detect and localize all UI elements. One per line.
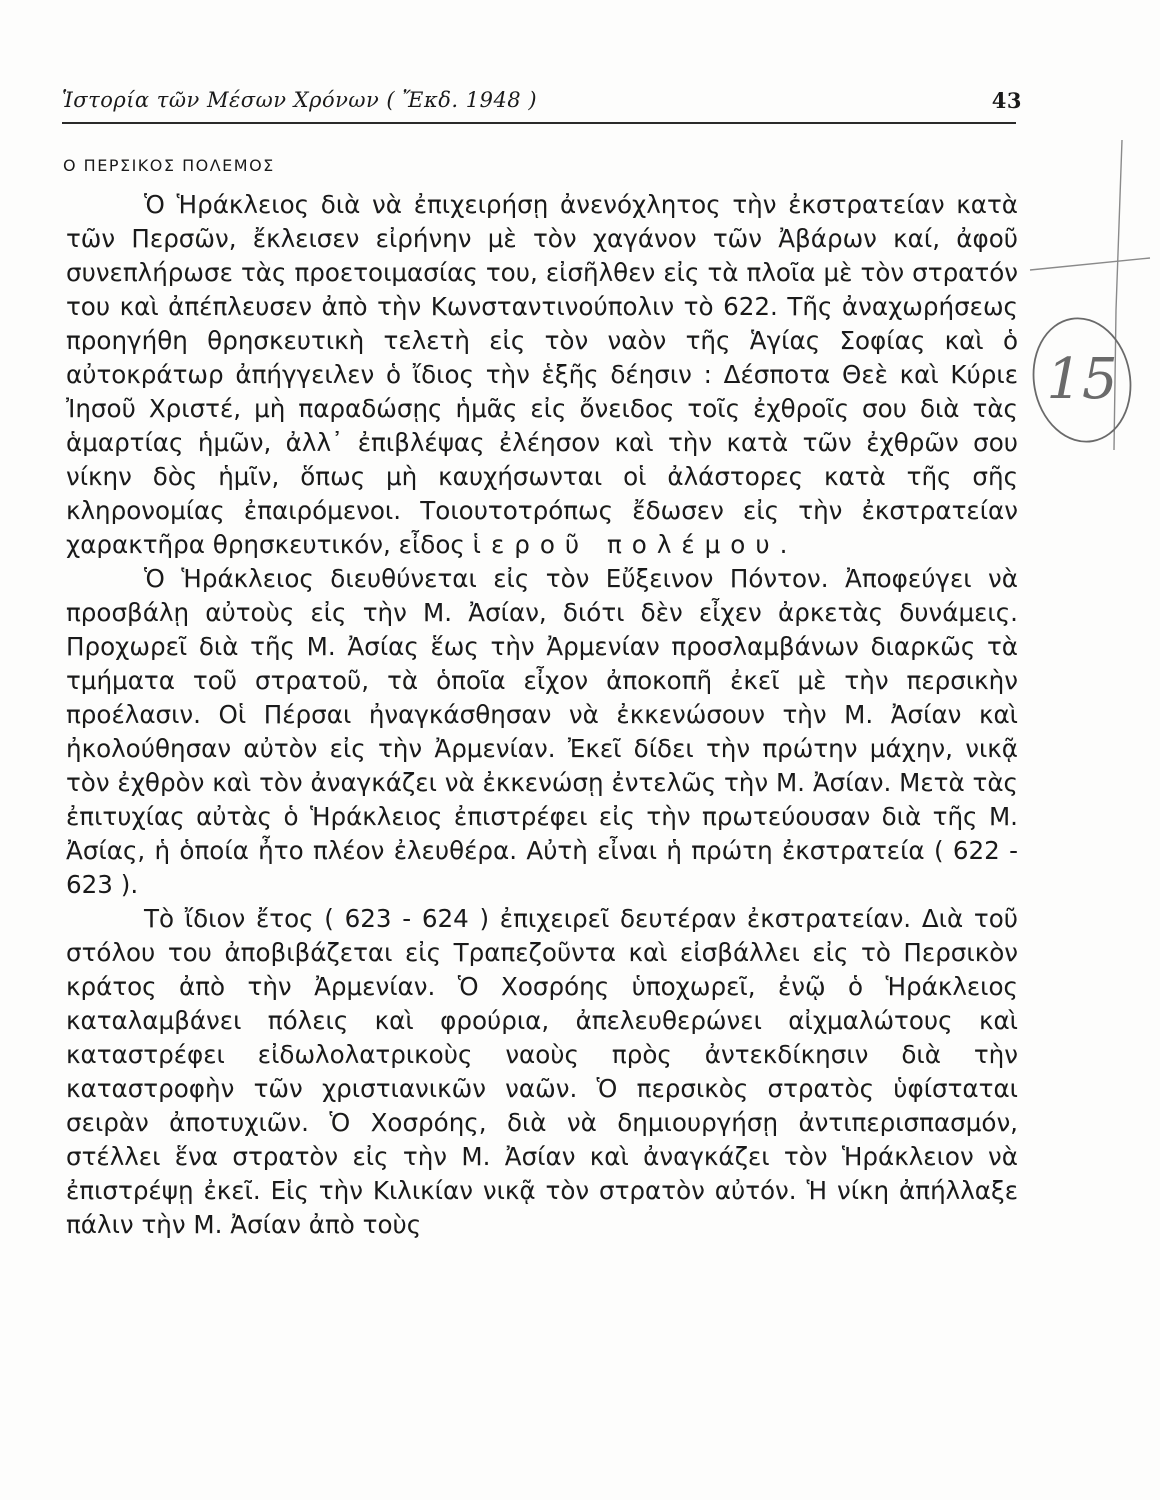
paragraph-1-text: Ὁ Ἡράκλειος διὰ νὰ ἐπιχειρήσῃ ἀνενόχλητος τὴν ἐκστρατείαν κατὰ τῶν Περσῶν, ἔκλεισεν εἰρήνην μὲ τὸν χαγάνον τῶν Ἀβάρων καί, ἀφοῦ συνεπλήρωσε τὰς προετοιμασίας του, εἰσῆλθεν εἰς τὰ πλοῖα μὲ τὸν στρατόν του καὶ ἀπέπλευσεν ἀπὸ τὴν Κωνσταντινούπολιν τὸ 622. Τῆς ἀναχωρήσεως προηγήθη θρησκευτικὴ τελετὴ εἰς τὸν ναὸν τῆς Ἁγίας Σοφίας καὶ ὁ αὐτοκράτωρ ἀπήγγειλεν ὁ ἴδιος τὴν ἑξῆς δέησιν : Δέσποτα Θεὲ καὶ Κύριε Ἰησοῦ Χριστέ, μὴ παραδώσῃς ἡμᾶς εἰς ὄνειδος τοῖς ἐχθροῖς σου διὰ τὰς ἁμαρτίας ἡμῶν, ἀλλ᾿ ἐπιβλέψας ἐλέησον καὶ τὴν κατὰ τῶν ἐχθρῶν σου νίκην δὸς ἡμῖν, ὅπως μὴ καυχήσωνται οἱ ἀλάστορες κατὰ τῆς σῆς κληρονομίας ἐπαιρόμενοι. Τοιουτοτρόπως ἔδωσεν εἰς τὴν ἐκστρατείαν χαρακτῆρα θρησκευτικόν, εἶδος bbox=[66, 190, 1018, 559]
book-title: Ἱστορία τῶν Μέσων Χρόνων ( Ἔκδ. 1948 ) bbox=[62, 88, 538, 112]
paragraph-2: Ὁ Ἡράκλειος διευθύνεται εἰς τὸν Εὔξεινον Πόντον. Ἀποφεύγει νὰ προσβάλῃ αὐτοὺς εἰς τὴν Μ. Ἀσίαν, διότι δὲν εἶχεν ἀρκετὰς δυνάμεις. Προχωρεῖ διὰ τῆς Μ. Ἀσίας ἕως τὴν Ἀρμενίαν προσλαμβάνων διαρκῶς τὰ τμήματα τοῦ στρατοῦ, τὰ ὁποῖα εἶχον ἀποκοπῆ ἐκεῖ μὲ τὴν περσικὴν προέλασιν. Οἱ Πέρσαι ἠναγκάσθησαν νὰ ἐκκενώσουν τὴν Μ. Ἀσίαν καὶ ἠκολούθησαν αὐτὸν εἰς τὴν Ἀρμενίαν. Ἐκεῖ δίδει τὴν πρώτην μάχην, νικᾷ τὸν ἐχθρὸν καὶ τὸν ἀναγκάζει νὰ ἐκκενώσῃ ἐντελῶς τὴν Μ. Ἀσίαν. Μετὰ τὰς ἐπιτυχίας αὐτὰς ὁ Ἡράκλειος ἐπιστρέφει εἰς τὴν πρωτεύουσαν διὰ τῆς Μ. Ἀσίας, ἡ ὁποία ἦτο πλέον ἐλευθέρα. Αὐτὴ εἶναι ἡ πρώτη ἐκστρατεία ( 622 - 623 ). bbox=[66, 564, 1018, 899]
page-number: 43 bbox=[991, 88, 1022, 113]
running-header bbox=[62, 88, 1022, 118]
section-heading: Ο ΠΕΡΣΙΚΟΣ ΠΟΛΕΜΟΣ bbox=[63, 156, 275, 175]
body-text bbox=[66, 188, 1018, 1242]
paragraph-1-spaced-text: ἱεροῦ πολέμου. bbox=[472, 530, 798, 559]
paragraph-1 bbox=[66, 188, 1018, 562]
pencil-horizontal-stroke bbox=[1030, 258, 1150, 270]
paragraph-3: Τὸ ἴδιον ἔτος ( 623 - 624 ) ἐπιχειρεῖ δευτέραν ἐκστρατείαν. Διὰ τοῦ στόλου του ἀποβιβάζεται εἰς Τραπεζοῦντα καὶ εἰσβάλλει εἰς τὸ Περσικὸν κράτος ἀπὸ τὴν Ἀρμενίαν. Ὁ Χοσρόης ὑποχωρεῖ, ἐνῷ ὁ Ἡράκλειος καταλαμβάνει πόλεις καὶ φρούρια, ἀπελευθερώνει αἰχμαλώτους καὶ καταστρέφει εἰδωλολατρικοὺς ναοὺς πρὸς ἀντεκδίκησιν διὰ τὴν καταστροφὴν τῶν χριστιανικῶν ναῶν. Ὁ περσικὸς στρατὸς ὑφίσταται σειρὰν ἀποτυχιῶν. Ὁ Χοσρόης, διὰ νὰ δημιουργήσῃ ἀντιπερισπασμόν, στέλλει ἕνα στρατὸν εἰς τὴν Μ. Ἀσίαν καὶ ἀναγκάζει τὸν Ἡράκλειον νὰ ἐπιστρέψῃ ἐκεῖ. Εἰς τὴν Κιλικίαν νικᾷ τὸν στρατὸν αὐτόν. Ἡ νίκη ἀπήλλαξε πάλιν τὴν Μ. Ἀσίαν ἀπὸ τοὺς bbox=[66, 904, 1018, 1239]
handwritten-number: 15 bbox=[1046, 347, 1118, 412]
pencil-annotation bbox=[1010, 130, 1160, 460]
header-rule bbox=[62, 122, 1016, 124]
